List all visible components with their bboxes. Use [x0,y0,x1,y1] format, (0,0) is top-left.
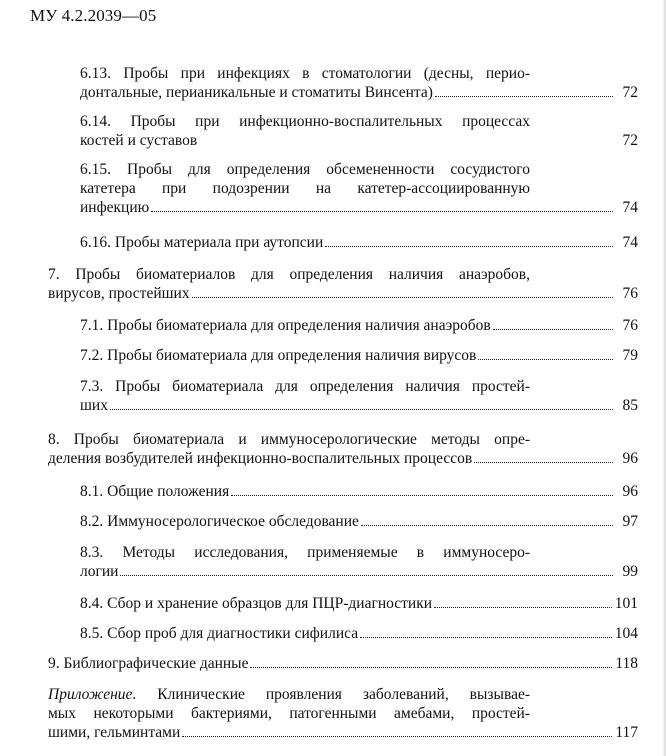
dot-leader [250,667,612,668]
toc-entry-text: мых некоторыми бактериями, патогенными амебами, простей- [48,705,530,722]
page-number: 96 [622,483,638,500]
toc-entry-text: 8.1. Общие положения [80,483,230,500]
dot-leader [493,329,613,330]
toc-entry-appendix[interactable] [48,685,638,742]
toc-entry-7-2[interactable] [80,346,638,365]
toc-entry-text: логии [80,563,119,580]
dot-leader [231,495,613,496]
toc-entry-8-1[interactable] [80,482,638,501]
toc-entry-6-13[interactable] [80,64,638,102]
page-number: 118 [615,655,638,672]
toc-entry-6-16[interactable] [80,233,638,252]
toc-entry-text: 8.3. Методы исследования, применяемые в иммуносеро- [80,544,530,561]
toc-entry-9[interactable] [48,654,638,673]
toc-entry-text: инфекцию [80,199,150,216]
toc-entry-text: 8.2. Иммуносерологическое обследование [80,513,359,530]
page-number: 96 [622,450,638,467]
page-number: 74 [622,234,638,251]
toc-entry-text: катетера при подозрении на катетер-ассоциированную [80,180,530,197]
page-number: 79 [622,347,638,364]
page-number: 72 [622,84,638,101]
toc-entry-7-1[interactable] [80,316,638,335]
toc-entry-8-4[interactable] [80,594,638,613]
dot-leader [325,246,613,247]
page-number: 99 [622,563,638,580]
toc-entry-8[interactable] [48,430,638,468]
toc-entry-text: 7.3. Пробы биоматериала для определения наличия простей- [80,378,530,395]
toc-entry-6-15[interactable] [80,160,638,217]
toc-entry-text: 7.1. Пробы биоматериала для определения наличия анаэробов [80,317,491,334]
toc-entry-text: 6.14. Пробы при инфекционно-воспалительных процессах [80,113,530,130]
dot-leader [192,297,613,298]
dot-leader [434,607,612,608]
toc-entry-text: деления возбудителей инфекционно-воспалительных процессов [48,450,473,467]
toc-entry-8-5[interactable] [80,624,638,643]
page-number: 74 [622,199,638,216]
dot-leader [151,211,613,212]
toc-entry-text: вирусов, простейших [48,285,190,302]
toc-entry-text: шими, гельминтами [48,724,181,741]
appendix-title-start: . Клинические проявления заболеваний, вызывае- [132,686,530,703]
toc-entry-8-2[interactable] [80,512,638,531]
toc-entry-text: ших [80,397,108,414]
document-code-header: МУ 4.2.2039—05 [30,6,157,25]
page-number: 76 [622,317,638,334]
toc-entry-text: 6.13. Пробы при инфекциях в стоматологии (десны, перио- [80,65,530,82]
dot-leader [474,462,613,463]
dot-leader [182,736,612,737]
dot-leader [435,96,613,97]
toc-entry-text [48,685,530,704]
toc-entry-text: 8. Пробы биоматериала и иммуносерологические методы опре- [48,431,530,448]
toc-entry-7-3[interactable] [80,377,638,415]
toc-entry-text: 6.16. Пробы материала при аутопсии [80,234,324,251]
dot-leader [361,525,613,526]
toc-entry-text: 8.5. Сбор проб для диагностики сифилиса [80,625,359,642]
page-number: 76 [622,285,638,302]
toc-entry-text: 6.15. Пробы для определения обсемененности сосудистого [80,161,530,178]
page-number: 85 [622,397,638,414]
toc-entry-text: 9. Библиографические данные [48,655,249,672]
toc-entry-text: костей и суставов [80,132,198,149]
toc-entry-text: 7. Пробы биоматериалов для определения наличия анаэробов, [48,266,530,283]
dot-leader [478,359,613,360]
toc-entry-8-3[interactable] [80,543,638,581]
toc-entry-7[interactable] [48,265,638,303]
toc-entry-text: 7.2. Пробы биоматериала для определения наличия вирусов [80,347,477,364]
page-edge-shadow [662,0,666,756]
page-number: 72 [622,132,638,149]
dot-leader [120,575,613,576]
dot-leader [199,144,613,145]
page-number: 104 [614,625,638,642]
dot-leader [360,637,612,638]
toc-entry-6-14[interactable] [80,112,638,150]
dot-leader [110,409,613,410]
toc-entry-text: донтальные, перианикальные и стоматиты Винсента) [80,84,433,101]
toc-entry-text: 8.4. Сбор и хранение образцов для ПЦР-диагностики [80,595,433,612]
page-number: 101 [614,595,638,612]
page-number: 97 [622,513,638,530]
page-number: 117 [615,724,638,741]
appendix-label: Приложение [48,686,133,703]
